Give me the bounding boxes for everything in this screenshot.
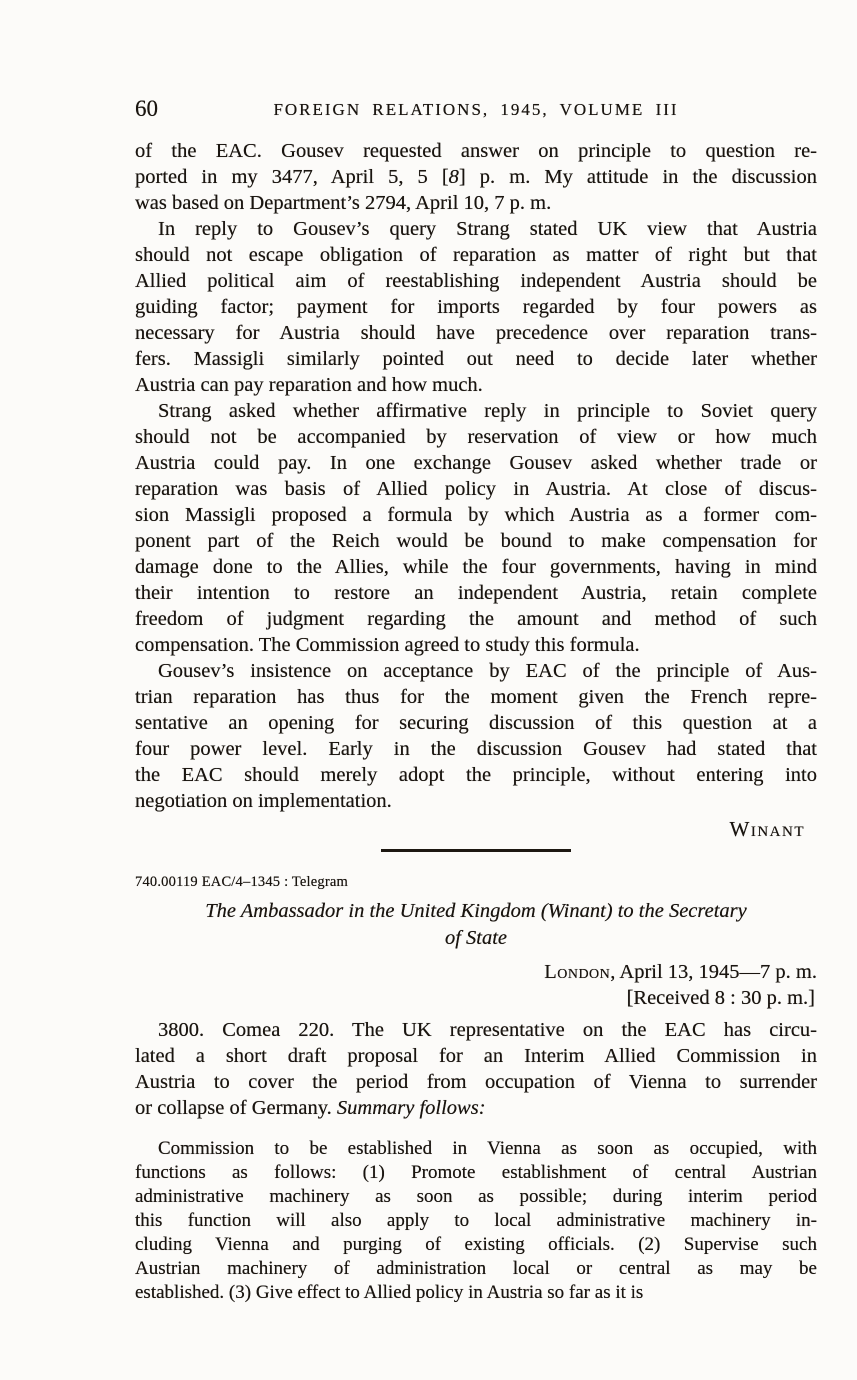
dateline [135,959,817,985]
running-header [135,96,817,124]
document-heading-line: The Ambassador in the United Kingdom (Winant) to the Secretary [205,900,747,922]
text-block [135,96,817,1305]
page-number: 60 [135,96,158,121]
paragraph: In reply to Gousev’s query Strang stated UK view that Austria should not escape obligation of reparation as matter of right but that Allied political aim of reestablishing independent Austria should be guiding factor; payment for imports regarded by four powers as necessary for Austria should have precedence over reparation trans- fers. Massigli similarly pointed out need to decide later whether Austria can pay reparation and how much. [135,218,817,396]
received-note: [Received 8 : 30 p. m.] [626,987,815,1009]
telegram-continuation [135,138,817,842]
section-divider [381,849,571,852]
running-header-title: FOREIGN RELATIONS, 1945, VOLUME III [273,100,679,119]
archival-reference: 740.00119 EAC/4–1345 : Telegram [135,874,348,890]
summary-paragraph: Commission to be established in Vienna as soon as occupied, with functions as follows: (1) Promote establishment of central Austrian administrative machinery as soon as possible; during interim period this function will also apply to local administrative machinery in- cluding Vienna and purging of existing officials. (2) Supervise such Austrian machinery of administration local or central as may be established. (3) Give effect to Allied policy in Austria so far as it is [135,1138,817,1303]
paragraph: 3800. Comea 220. The UK representative on the EAC has circu- lated a short draft proposal for an Interim Allied Commission in Austria to cover the period from occupation of Vienna to surrender or collapse of Germany. Summary follows: [135,1019,817,1119]
dateline-date: , April 13, 1945—7 p. m. [610,961,817,983]
paragraph: Gousev’s insistence on acceptance by EAC of the principle of Aus- trian reparation has thus for the moment given the French repre- sentative an opening for securing discussion of this question at a four power level. Early in the discussion Gousev had stated that the EAC should merely adopt the principle, without entering into negotiation on implementation. [135,660,817,812]
paragraph: Strang asked whether affirmative reply in principle to Soviet query should not be accompanied by reservation of view or how much Austria could pay. In one exchange Gousev asked whether trade or reparation was basis of Allied policy in Austria. At close of discus- sion Massigli proposed a formula by which Austria as a former com- ponent part of the Reich would be bound to make compensation for damage done to the Allies, while the four governments, having in mind their intention to restore an independent Austria, retain complete freedom of judgment regarding the amount and method of such compensation. The Commission agreed to study this formula. [135,400,817,656]
dateline-place: London [544,961,611,983]
telegram-document [135,873,817,1305]
signature: Winant [729,817,805,841]
document-heading [135,898,817,952]
document-heading-line: of State [444,927,508,949]
paragraph: of the EAC. Gousev requested answer on principle to question re- ported in my 3477, April 5, 5 [8] p. m. My attitude in the discussion was based on Department’s 2794, April 10, 7 p. m. [135,140,817,214]
